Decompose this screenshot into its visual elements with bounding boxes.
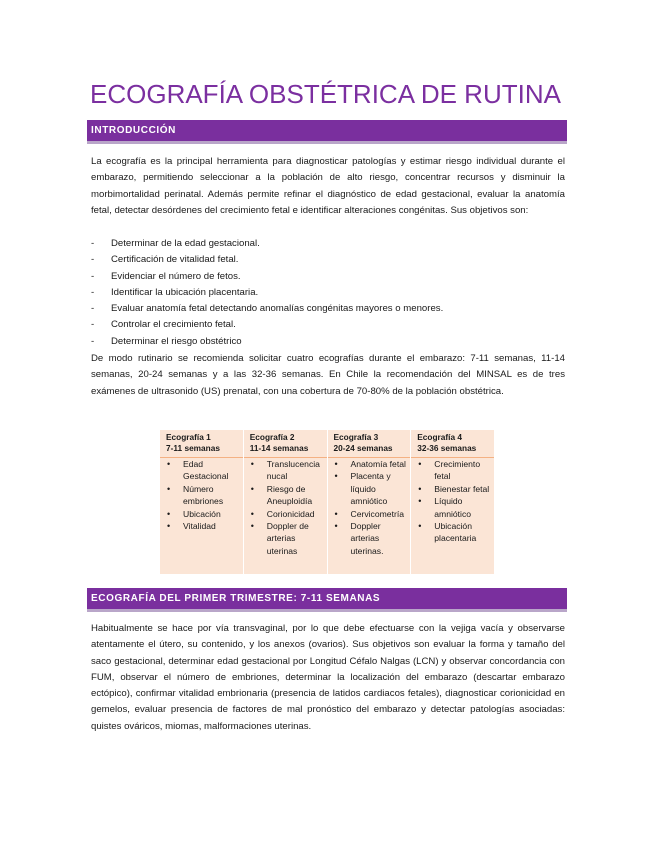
list-item: - Determinar el riesgo obstétrico (91, 335, 242, 347)
list-item: • Líquido amniótico (418, 496, 472, 519)
table-column (410, 430, 494, 574)
list-item: - Evaluar anatomía fetal detectando anomalías congénitas mayores o menores. (91, 303, 444, 315)
list-item: • Edad Gestacional (167, 459, 229, 482)
list-item: • Doppler de arterias uterinas (250, 521, 309, 556)
column-items (411, 458, 494, 545)
column-items (244, 458, 327, 557)
list-item: • Vitalidad (167, 521, 216, 532)
table-column (243, 430, 327, 574)
section-heading: INTRODUCCIÓN (91, 125, 176, 136)
section-header-primer-trimestre (87, 588, 567, 612)
ultrasound-schedule-table (160, 430, 494, 574)
column-items (160, 458, 243, 532)
list-item: • Doppler arterias uterinas. (334, 521, 384, 556)
column-header: Ecografía 1 7-11 semanas (160, 430, 243, 458)
list-item: • Cervicometría (334, 508, 404, 519)
intro-paragraph: La ecografía es la principal herramienta para diagnosticar patologías y estimar riesgo individual durante el embarazo, permitiendo seleccionar a la población de alto riesgo, concentrar recursos y disminuir la morbimortalidad perinatal. Además permite refinar el diagnóstico de edad gestacional, evaluar la anatomía fetal, detectar desórdenes del crecimiento fetal e identificar alteraciones congénitas. Sus objetivos son: (91, 156, 565, 216)
column-header: Ecografía 4 32-36 semanas (411, 430, 494, 458)
list-item: • Placenta y líquido amniótico (334, 471, 391, 507)
table-column (327, 430, 411, 574)
list-item: - Controlar el crecimiento fetal. (91, 319, 236, 331)
first-trimester-paragraph: Habitualmente se hace por vía transvaginal, por lo que debe efectuarse con la vejiga vacía y observarse atentamente el útero, su contenido, y los anexos (ovarios). Sus objetivos son evaluar la forma y tamaño del saco gestacional, determinar edad gestacional por Longitud Céfalo Nalgas (LCN) y observar concordancia con FUM, observar el número de embriones, determinar la localización del embarazo (descartar embarazo ectópico), confirmar vitalidad embrionaria (presencia de latidos cardiacos fetales), diagnosticar corionicidad en gemelos, evaluar presencia de factores de mal pronóstico del embarazo y detectar patologías asociadas: quistes ováricos, miomas, malformaciones uterinas. (91, 623, 565, 732)
list-item: • Ubicación placentaria (418, 521, 477, 544)
list-item: • Número embriones (167, 483, 224, 507)
column-header: Ecografía 2 11-14 semanas (244, 430, 327, 458)
objectives-list (91, 236, 565, 350)
list-item: • Corionicidad (250, 508, 315, 519)
column-header: Ecografía 3 20-24 semanas (328, 430, 411, 458)
list-item: - Evidenciar el número de fetos. (91, 270, 241, 282)
section-heading: ECOGRAFÍA DEL PRIMER TRIMESTRE: 7-11 SEMANAS (91, 593, 381, 604)
list-item: - Identificar la ubicación placentaria. (91, 286, 259, 298)
column-items (328, 458, 411, 557)
list-item: - Certificación de vitalidad fetal. (91, 254, 239, 266)
list-item: • Crecimiento fetal (418, 459, 481, 482)
section-header-introduccion (87, 120, 567, 144)
list-item: • Bienestar fetal (418, 483, 490, 494)
list-item: • Riesgo de Aneuploidía (250, 483, 313, 507)
list-item: • Ubicación (167, 508, 221, 519)
page-title: ECOGRAFÍA OBSTÉTRICA DE RUTINA (90, 79, 561, 109)
list-item: • Anatomía fetal (334, 459, 406, 469)
list-item: - Determinar de la edad gestacional. (91, 238, 260, 249)
routine-paragraph: De modo rutinario se recomienda solicitar cuatro ecografías durante el embarazo: 7-11 semanas, 11-14 semanas, 20-24 semanas y a las 32-36 semanas. En Chile la recomendación del MINSAL es de tres exámenes de ultrasonido (US) prenatal, con una cobertura de 70-80% de la población obstétrica. (91, 353, 565, 397)
list-item: • Translucencia nucal (250, 459, 320, 482)
table-column (160, 430, 243, 574)
